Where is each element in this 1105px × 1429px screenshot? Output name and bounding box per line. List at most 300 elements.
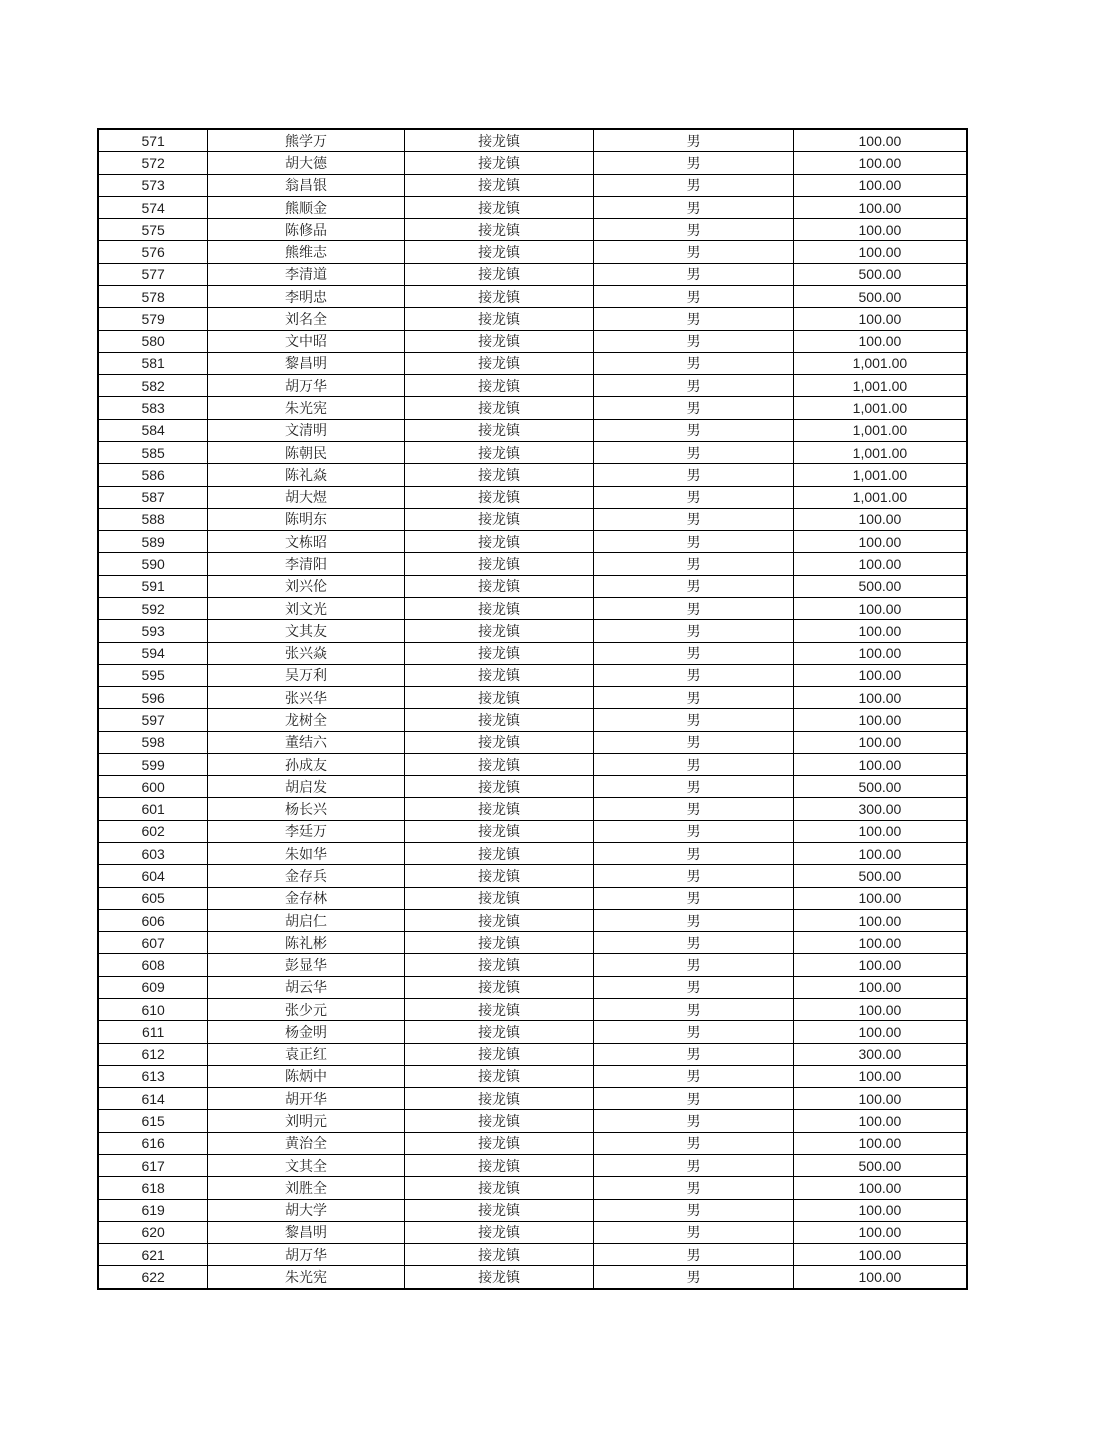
table-row: [98, 464, 967, 486]
person-name-cell: 胡万华: [208, 375, 405, 397]
row-number-cell: 621: [98, 1244, 208, 1266]
person-name-cell: 陈礼焱: [208, 464, 405, 486]
table-row: [98, 531, 967, 553]
amount-cell: 100.00: [793, 308, 967, 330]
gender-cell: 男: [594, 1043, 794, 1065]
gender-cell: 男: [594, 932, 794, 954]
gender-cell: 男: [594, 731, 794, 753]
table-row: [98, 1110, 967, 1132]
table-row: [98, 597, 967, 619]
town-cell: 接龙镇: [404, 1154, 594, 1176]
row-number-cell: 600: [98, 776, 208, 798]
amount-cell: 1,001.00: [793, 375, 967, 397]
amount-cell: 100.00: [793, 1266, 967, 1289]
row-number-cell: 574: [98, 196, 208, 218]
amount-cell: 100.00: [793, 731, 967, 753]
gender-cell: 男: [594, 419, 794, 441]
row-number-cell: 583: [98, 397, 208, 419]
town-cell: 接龙镇: [404, 687, 594, 709]
person-name-cell: 朱如华: [208, 843, 405, 865]
row-number-cell: 587: [98, 486, 208, 508]
gender-cell: 男: [594, 709, 794, 731]
gender-cell: 男: [594, 664, 794, 686]
person-name-cell: 刘名全: [208, 308, 405, 330]
table-row: [98, 1132, 967, 1154]
town-cell: 接龙镇: [404, 620, 594, 642]
row-number-cell: 606: [98, 909, 208, 931]
gender-cell: 男: [594, 620, 794, 642]
table-row: [98, 865, 967, 887]
person-name-cell: 刘兴伦: [208, 575, 405, 597]
row-number-cell: 588: [98, 508, 208, 530]
person-name-cell: 龙树全: [208, 709, 405, 731]
gender-cell: 男: [594, 1154, 794, 1176]
roster-table-body: [98, 129, 967, 1289]
person-name-cell: 胡云华: [208, 976, 405, 998]
amount-cell: 100.00: [793, 999, 967, 1021]
person-name-cell: 陈修品: [208, 219, 405, 241]
table-row: [98, 1021, 967, 1043]
town-cell: 接龙镇: [404, 1199, 594, 1221]
gender-cell: 男: [594, 1065, 794, 1087]
gender-cell: 男: [594, 486, 794, 508]
row-number-cell: 604: [98, 865, 208, 887]
town-cell: 接龙镇: [404, 1065, 594, 1087]
amount-cell: 100.00: [793, 241, 967, 263]
person-name-cell: 刘文光: [208, 597, 405, 619]
person-name-cell: 陈礼彬: [208, 932, 405, 954]
person-name-cell: 李清道: [208, 263, 405, 285]
amount-cell: 100.00: [793, 174, 967, 196]
row-number-cell: 617: [98, 1154, 208, 1176]
gender-cell: 男: [594, 531, 794, 553]
town-cell: 接龙镇: [404, 1088, 594, 1110]
gender-cell: 男: [594, 1221, 794, 1243]
table-row: [98, 352, 967, 374]
person-name-cell: 黄治全: [208, 1132, 405, 1154]
town-cell: 接龙镇: [404, 308, 594, 330]
gender-cell: 男: [594, 286, 794, 308]
row-number-cell: 572: [98, 152, 208, 174]
town-cell: 接龙镇: [404, 843, 594, 865]
person-name-cell: 张兴焱: [208, 642, 405, 664]
amount-cell: 100.00: [793, 1177, 967, 1199]
gender-cell: 男: [594, 553, 794, 575]
row-number-cell: 589: [98, 531, 208, 553]
table-row: [98, 174, 967, 196]
amount-cell: 1,001.00: [793, 397, 967, 419]
town-cell: 接龙镇: [404, 330, 594, 352]
gender-cell: 男: [594, 798, 794, 820]
town-cell: 接龙镇: [404, 709, 594, 731]
person-name-cell: 文栋昭: [208, 531, 405, 553]
person-name-cell: 翁昌银: [208, 174, 405, 196]
row-number-cell: 580: [98, 330, 208, 352]
person-name-cell: 董结六: [208, 731, 405, 753]
gender-cell: 男: [594, 642, 794, 664]
person-name-cell: 金存兵: [208, 865, 405, 887]
row-number-cell: 603: [98, 843, 208, 865]
table-row: [98, 263, 967, 285]
table-row: [98, 397, 967, 419]
gender-cell: 男: [594, 820, 794, 842]
table-row: [98, 129, 967, 152]
town-cell: 接龙镇: [404, 597, 594, 619]
town-cell: 接龙镇: [404, 129, 594, 152]
table-row: [98, 330, 967, 352]
table-row: [98, 441, 967, 463]
town-cell: 接龙镇: [404, 932, 594, 954]
person-name-cell: 胡启仁: [208, 909, 405, 931]
person-name-cell: 胡大学: [208, 1199, 405, 1221]
amount-cell: 100.00: [793, 642, 967, 664]
town-cell: 接龙镇: [404, 441, 594, 463]
person-name-cell: 李明忠: [208, 286, 405, 308]
table-row: [98, 1221, 967, 1243]
town-cell: 接龙镇: [404, 397, 594, 419]
gender-cell: 男: [594, 219, 794, 241]
town-cell: 接龙镇: [404, 1177, 594, 1199]
table-row: [98, 1266, 967, 1289]
row-number-cell: 615: [98, 1110, 208, 1132]
town-cell: 接龙镇: [404, 152, 594, 174]
gender-cell: 男: [594, 999, 794, 1021]
table-row: [98, 419, 967, 441]
table-row: [98, 1244, 967, 1266]
table-row: [98, 798, 967, 820]
gender-cell: 男: [594, 597, 794, 619]
row-number-cell: 602: [98, 820, 208, 842]
amount-cell: 100.00: [793, 219, 967, 241]
amount-cell: 100.00: [793, 330, 967, 352]
town-cell: 接龙镇: [404, 776, 594, 798]
gender-cell: 男: [594, 152, 794, 174]
town-cell: 接龙镇: [404, 241, 594, 263]
row-number-cell: 586: [98, 464, 208, 486]
amount-cell: 100.00: [793, 976, 967, 998]
table-row: [98, 486, 967, 508]
row-number-cell: 599: [98, 753, 208, 775]
gender-cell: 男: [594, 1110, 794, 1132]
table-row: [98, 887, 967, 909]
row-number-cell: 577: [98, 263, 208, 285]
gender-cell: 男: [594, 241, 794, 263]
person-name-cell: 文其友: [208, 620, 405, 642]
person-name-cell: 熊维志: [208, 241, 405, 263]
gender-cell: 男: [594, 843, 794, 865]
town-cell: 接龙镇: [404, 575, 594, 597]
table-row: [98, 575, 967, 597]
row-number-cell: 594: [98, 642, 208, 664]
person-name-cell: 杨金明: [208, 1021, 405, 1043]
amount-cell: 1,001.00: [793, 464, 967, 486]
table-row: [98, 308, 967, 330]
person-name-cell: 彭显华: [208, 954, 405, 976]
amount-cell: 500.00: [793, 1154, 967, 1176]
table-row: [98, 976, 967, 998]
person-name-cell: 胡万华: [208, 1244, 405, 1266]
row-number-cell: 612: [98, 1043, 208, 1065]
row-number-cell: 575: [98, 219, 208, 241]
table-row: [98, 954, 967, 976]
town-cell: 接龙镇: [404, 286, 594, 308]
amount-cell: 100.00: [793, 1132, 967, 1154]
row-number-cell: 611: [98, 1021, 208, 1043]
person-name-cell: 李廷万: [208, 820, 405, 842]
town-cell: 接龙镇: [404, 1132, 594, 1154]
amount-cell: 500.00: [793, 865, 967, 887]
person-name-cell: 文其全: [208, 1154, 405, 1176]
gender-cell: 男: [594, 375, 794, 397]
gender-cell: 男: [594, 174, 794, 196]
person-name-cell: 陈炳中: [208, 1065, 405, 1087]
row-number-cell: 613: [98, 1065, 208, 1087]
person-name-cell: 朱光宪: [208, 1266, 405, 1289]
row-number-cell: 619: [98, 1199, 208, 1221]
gender-cell: 男: [594, 687, 794, 709]
town-cell: 接龙镇: [404, 976, 594, 998]
town-cell: 接龙镇: [404, 954, 594, 976]
person-name-cell: 胡开华: [208, 1088, 405, 1110]
gender-cell: 男: [594, 1132, 794, 1154]
row-number-cell: 605: [98, 887, 208, 909]
town-cell: 接龙镇: [404, 508, 594, 530]
town-cell: 接龙镇: [404, 1266, 594, 1289]
table-row: [98, 1199, 967, 1221]
amount-cell: 1,001.00: [793, 441, 967, 463]
table-row: [98, 152, 967, 174]
amount-cell: 100.00: [793, 1088, 967, 1110]
amount-cell: 100.00: [793, 820, 967, 842]
row-number-cell: 581: [98, 352, 208, 374]
table-row: [98, 1065, 967, 1087]
person-name-cell: 刘明元: [208, 1110, 405, 1132]
row-number-cell: 608: [98, 954, 208, 976]
town-cell: 接龙镇: [404, 352, 594, 374]
town-cell: 接龙镇: [404, 999, 594, 1021]
row-number-cell: 607: [98, 932, 208, 954]
gender-cell: 男: [594, 263, 794, 285]
person-name-cell: 胡大煜: [208, 486, 405, 508]
person-name-cell: 杨长兴: [208, 798, 405, 820]
town-cell: 接龙镇: [404, 820, 594, 842]
row-number-cell: 598: [98, 731, 208, 753]
gender-cell: 男: [594, 1177, 794, 1199]
amount-cell: 100.00: [793, 1021, 967, 1043]
town-cell: 接龙镇: [404, 219, 594, 241]
gender-cell: 男: [594, 441, 794, 463]
gender-cell: 男: [594, 129, 794, 152]
town-cell: 接龙镇: [404, 731, 594, 753]
table-row: [98, 664, 967, 686]
person-name-cell: 黎昌明: [208, 1221, 405, 1243]
gender-cell: 男: [594, 330, 794, 352]
gender-cell: 男: [594, 954, 794, 976]
town-cell: 接龙镇: [404, 664, 594, 686]
town-cell: 接龙镇: [404, 1043, 594, 1065]
table-row: [98, 219, 967, 241]
town-cell: 接龙镇: [404, 887, 594, 909]
table-row: [98, 620, 967, 642]
table-row: [98, 776, 967, 798]
table-row: [98, 553, 967, 575]
person-name-cell: 熊学万: [208, 129, 405, 152]
table-row: [98, 1088, 967, 1110]
person-name-cell: 吴万利: [208, 664, 405, 686]
row-number-cell: 601: [98, 798, 208, 820]
gender-cell: 男: [594, 1088, 794, 1110]
table-row: [98, 932, 967, 954]
gender-cell: 男: [594, 753, 794, 775]
gender-cell: 男: [594, 508, 794, 530]
gender-cell: 男: [594, 1021, 794, 1043]
town-cell: 接龙镇: [404, 642, 594, 664]
table-row: [98, 820, 967, 842]
table-row: [98, 642, 967, 664]
town-cell: 接龙镇: [404, 419, 594, 441]
gender-cell: 男: [594, 1199, 794, 1221]
person-name-cell: 朱光宪: [208, 397, 405, 419]
roster-table: [97, 128, 968, 1290]
town-cell: 接龙镇: [404, 553, 594, 575]
table-row: [98, 1043, 967, 1065]
gender-cell: 男: [594, 1266, 794, 1289]
table-row: [98, 196, 967, 218]
gender-cell: 男: [594, 909, 794, 931]
town-cell: 接龙镇: [404, 263, 594, 285]
town-cell: 接龙镇: [404, 196, 594, 218]
row-number-cell: 576: [98, 241, 208, 263]
row-number-cell: 593: [98, 620, 208, 642]
person-name-cell: 张少元: [208, 999, 405, 1021]
amount-cell: 100.00: [793, 954, 967, 976]
amount-cell: 100.00: [793, 196, 967, 218]
amount-cell: 100.00: [793, 1199, 967, 1221]
gender-cell: 男: [594, 397, 794, 419]
person-name-cell: 文清明: [208, 419, 405, 441]
person-name-cell: 张兴华: [208, 687, 405, 709]
table-row: [98, 241, 967, 263]
amount-cell: 100.00: [793, 709, 967, 731]
gender-cell: 男: [594, 575, 794, 597]
row-number-cell: 571: [98, 129, 208, 152]
row-number-cell: 620: [98, 1221, 208, 1243]
table-row: [98, 999, 967, 1021]
town-cell: 接龙镇: [404, 1244, 594, 1266]
amount-cell: 100.00: [793, 1110, 967, 1132]
town-cell: 接龙镇: [404, 909, 594, 931]
town-cell: 接龙镇: [404, 753, 594, 775]
amount-cell: 1,001.00: [793, 352, 967, 374]
row-number-cell: 573: [98, 174, 208, 196]
amount-cell: 500.00: [793, 776, 967, 798]
gender-cell: 男: [594, 352, 794, 374]
table-row: [98, 1154, 967, 1176]
amount-cell: 100.00: [793, 620, 967, 642]
amount-cell: 100.00: [793, 152, 967, 174]
row-number-cell: 596: [98, 687, 208, 709]
town-cell: 接龙镇: [404, 174, 594, 196]
amount-cell: 300.00: [793, 798, 967, 820]
person-name-cell: 黎昌明: [208, 352, 405, 374]
amount-cell: 1,001.00: [793, 486, 967, 508]
table-row: [98, 508, 967, 530]
row-number-cell: 592: [98, 597, 208, 619]
gender-cell: 男: [594, 308, 794, 330]
person-name-cell: 袁正红: [208, 1043, 405, 1065]
row-number-cell: 597: [98, 709, 208, 731]
gender-cell: 男: [594, 1244, 794, 1266]
amount-cell: 100.00: [793, 1244, 967, 1266]
row-number-cell: 578: [98, 286, 208, 308]
person-name-cell: 刘胜全: [208, 1177, 405, 1199]
row-number-cell: 622: [98, 1266, 208, 1289]
town-cell: 接龙镇: [404, 1021, 594, 1043]
person-name-cell: 李清阳: [208, 553, 405, 575]
amount-cell: 500.00: [793, 286, 967, 308]
town-cell: 接龙镇: [404, 798, 594, 820]
amount-cell: 100.00: [793, 1221, 967, 1243]
amount-cell: 100.00: [793, 553, 967, 575]
gender-cell: 男: [594, 196, 794, 218]
amount-cell: 100.00: [793, 531, 967, 553]
person-name-cell: 孙成友: [208, 753, 405, 775]
row-number-cell: 595: [98, 664, 208, 686]
table-row: [98, 375, 967, 397]
table-row: [98, 909, 967, 931]
amount-cell: 100.00: [793, 887, 967, 909]
table-row: [98, 731, 967, 753]
row-number-cell: 614: [98, 1088, 208, 1110]
person-name-cell: 胡启发: [208, 776, 405, 798]
town-cell: 接龙镇: [404, 464, 594, 486]
person-name-cell: 陈明东: [208, 508, 405, 530]
town-cell: 接龙镇: [404, 1221, 594, 1243]
gender-cell: 男: [594, 865, 794, 887]
person-name-cell: 文中昭: [208, 330, 405, 352]
table-row: [98, 753, 967, 775]
person-name-cell: 金存林: [208, 887, 405, 909]
amount-cell: 300.00: [793, 1043, 967, 1065]
amount-cell: 100.00: [793, 597, 967, 619]
gender-cell: 男: [594, 976, 794, 998]
row-number-cell: 582: [98, 375, 208, 397]
town-cell: 接龙镇: [404, 1110, 594, 1132]
person-name-cell: 陈朝民: [208, 441, 405, 463]
amount-cell: 100.00: [793, 508, 967, 530]
gender-cell: 男: [594, 776, 794, 798]
gender-cell: 男: [594, 887, 794, 909]
amount-cell: 100.00: [793, 664, 967, 686]
amount-cell: 500.00: [793, 575, 967, 597]
row-number-cell: 610: [98, 999, 208, 1021]
row-number-cell: 585: [98, 441, 208, 463]
row-number-cell: 591: [98, 575, 208, 597]
amount-cell: 100.00: [793, 687, 967, 709]
table-row: [98, 843, 967, 865]
table-row: [98, 1177, 967, 1199]
amount-cell: 100.00: [793, 909, 967, 931]
row-number-cell: 616: [98, 1132, 208, 1154]
amount-cell: 500.00: [793, 263, 967, 285]
town-cell: 接龙镇: [404, 865, 594, 887]
amount-cell: 100.00: [793, 843, 967, 865]
row-number-cell: 579: [98, 308, 208, 330]
person-name-cell: 胡大德: [208, 152, 405, 174]
amount-cell: 1,001.00: [793, 419, 967, 441]
row-number-cell: 609: [98, 976, 208, 998]
table-row: [98, 286, 967, 308]
